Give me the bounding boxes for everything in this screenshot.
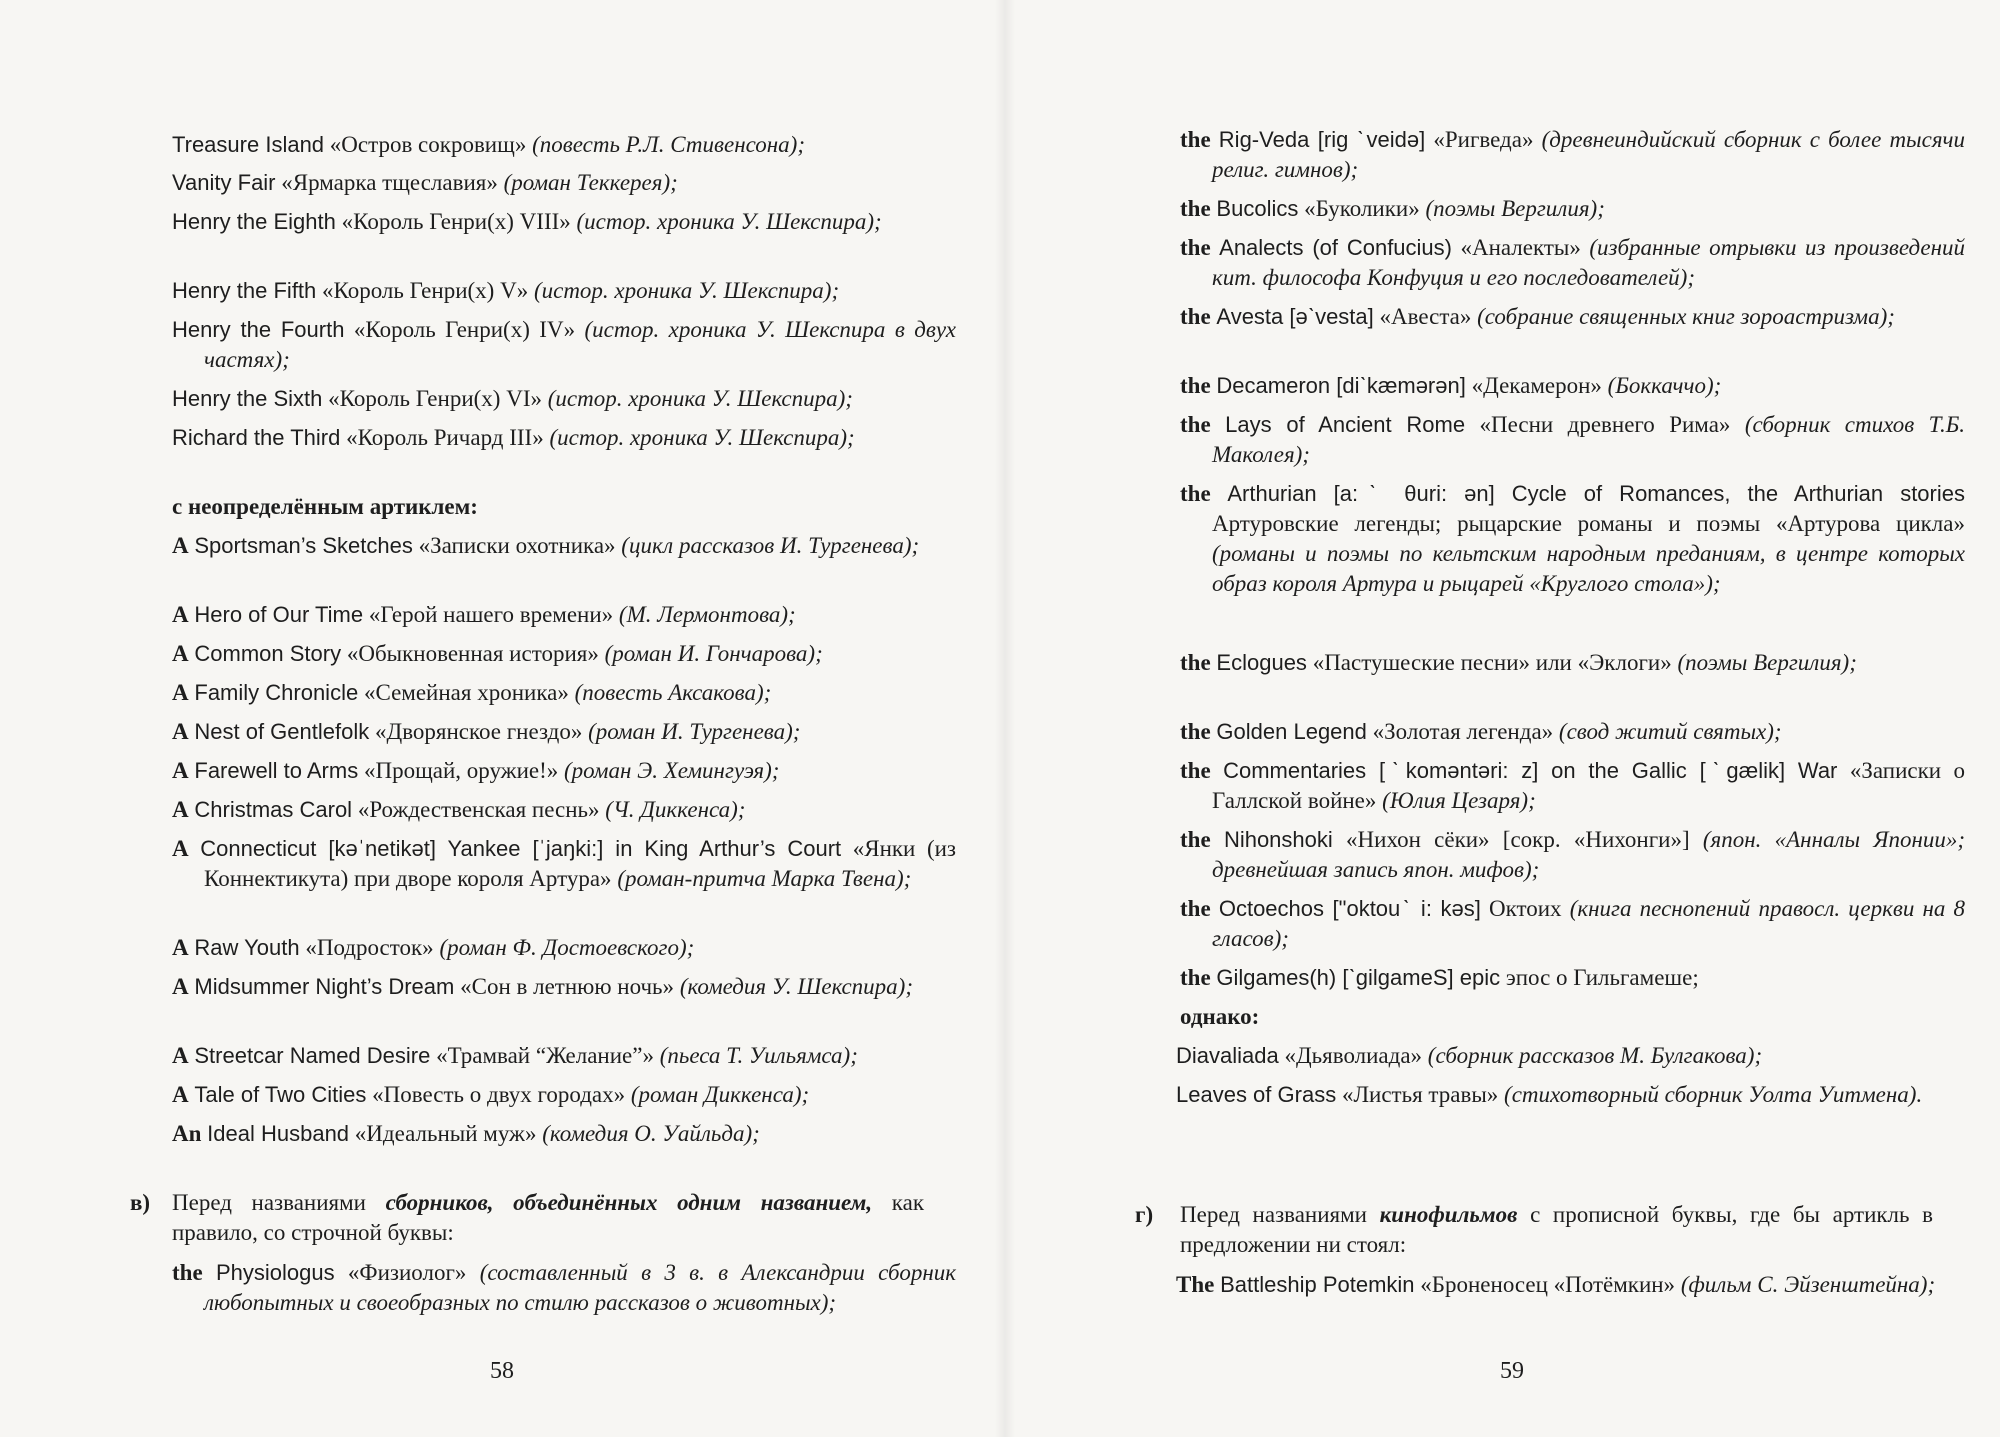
right-page (1000, 0, 2000, 1437)
section-letter: г) (1135, 1202, 1154, 1227)
list-item: the Arthurian [a:ˋ θuri: ən] Cycle of Romances, the Arthurian stories Артуровские легенды; рыцарские романы и поэмы «Артурова цикла» (романы и поэмы по кельтским народным преданиям, в центре которых образ короля Артура и рыцарей «Круглого стола»); (1180, 481, 1965, 596)
list-item: Richard the Third «Король Ричард III» (истор. хроника У. Шекспира); (172, 425, 855, 450)
list-item: the Avesta [əˋvesta] «Авеста» (собрание священных книг зороастризма); (1180, 304, 1895, 329)
list-item: Leaves of Grass «Листья травы» (стихотворный сборник Уолта Уитмена). (1176, 1082, 1923, 1107)
list-item: A Tale of Two Cities «Повесть о двух городах» (роман Диккенса); (172, 1082, 810, 1107)
list-item: the Nihonshoki «Нихон сёки» [сокр. «Нихонги»] (япон. «Анналы Японии»; древнейшая запись япон. мифов); (1180, 827, 1966, 882)
list-item: Vanity Fair «Ярмарка тщеславия» (роман Теккерея); (172, 170, 678, 195)
list-item: the Physiologus «Физиолог» (составленный в 3 в. в Александрии сборник любопытных и своеобразных по стилю рассказов о животных); (172, 1260, 956, 1315)
list-item: Treasure Island «Остров сокровищ» (повесть Р.Л. Стивенсона); (172, 132, 805, 157)
list-item: A Common Story «Обыкновенная история» (роман И. Гончарова); (172, 641, 823, 666)
section-intro: Перед названиями сборников, объединённых одним названием, как правило, со строчной буквы: (172, 1190, 924, 1245)
list-item: the Decameron [diˋkæmərən] «Декамерон» (Боккаччо); (1180, 373, 1722, 398)
list-item: the Golden Legend «Золотая легенда» (свод житий святых); (1180, 719, 1782, 744)
list-item: A Christmas Carol «Рождественская песнь» (Ч. Диккенса); (172, 797, 746, 822)
list-item: A Family Chronicle «Семейная хроника» (повесть Аксакова); (172, 680, 772, 705)
section-heading: однако: (1180, 1004, 1260, 1029)
list-item: A Nest of Gentlefolk «Дворянское гнездо» (роман И. Тургенева); (172, 719, 801, 744)
list-item: the Eclogues «Пастушеские песни» или «Эклоги» (поэмы Вергилия); (1180, 650, 1857, 675)
section-heading: с неопределённым артиклем: (172, 494, 478, 519)
list-item: Henry the Eighth «Король Генри(х) VIII» (истор. хроника У. Шекспира); (172, 209, 882, 234)
list-item: the Analects (of Confucius) «Аналекты» (избранные отрывки из произведений кит. философа Конфуция и его последователей); (1180, 235, 1966, 290)
list-item: The Battleship Potemkin «Броненосец «Потёмкин» (фильм С. Эйзенштейна); (1176, 1272, 1936, 1297)
list-item: An Ideal Husband «Идеальный муж» (комедия О. Уайльда); (172, 1121, 760, 1146)
list-item: A Midsummer Night’s Dream «Сон в летнюю ночь» (комедия У. Шекспира); (172, 974, 914, 999)
list-item: A Hero of Our Time «Герой нашего времени» (М. Лермонтова); (172, 602, 796, 627)
page-number: 58 (490, 1358, 514, 1384)
list-item: the Commentaries [ˋkoməntəri: z] on the Gallic [ˋgælik] War «Записки о Галлской войне» (Юлия Цезаря); (1180, 758, 1965, 813)
list-item: the Bucolics «Буколики» (поэмы Вергилия); (1180, 196, 1605, 221)
list-item: the Rig-Veda [rig ˋveidə] «Ригведа» (древнеиндийский сборник с более тысячи религ. гимнов); (1180, 127, 1966, 182)
list-item: the Octoechos ["oktouˋ i: kəs] Октоих (книга песнопений правосл. церкви на 8 гласов); (1180, 896, 1966, 951)
section-letter: в) (130, 1190, 151, 1215)
section-intro: Перед названиями кинофильмов с прописной буквы, где бы артикль в предложении ни стоял: (1180, 1202, 1934, 1257)
list-item: A Sportsman’s Sketches «Записки охотника» (цикл рассказов И. Тургенева); (172, 533, 920, 558)
list-item: Henry the Fourth «Король Генри(х) IV» (истор. хроника У. Шекспира в двух частях); (172, 317, 956, 372)
list-item: A Streetcar Named Desire «Трамвай “Желание”» (пьеса Т. Уильямса); (172, 1043, 858, 1068)
list-item: Henry the Fifth «Король Генри(х) V» (истор. хроника У. Шекспира); (172, 278, 840, 303)
list-item: the Gilgames(h) [ˋgilgameS] epic эпос о Гильгамеше; (1180, 965, 1699, 990)
list-item: A Raw Youth «Подросток» (роман Ф. Достоевского); (172, 935, 695, 960)
list-item: A Connecticut [kəˈnetikət] Yankee [ˈjaŋki:] in King Arthur’s Court «Янки (из Коннектикута) при дворе короля Артура» (роман-притча Марка Твена); (172, 836, 957, 891)
list-item: Diavaliada «Дьяволиада» (сборник рассказов М. Булгакова); (1176, 1043, 1763, 1068)
list-item: Henry the Sixth «Король Генри(х) VI» (истор. хроника У. Шекспира); (172, 386, 853, 411)
list-item: A Farewell to Arms «Прощай, оружие!» (роман Э. Хемингуэя); (172, 758, 780, 783)
page-number: 59 (1500, 1358, 1524, 1384)
list-item: the Lays of Ancient Rome «Песни древнего Рима» (сборник стихов Т.Б. Маколея); (1180, 412, 1966, 467)
